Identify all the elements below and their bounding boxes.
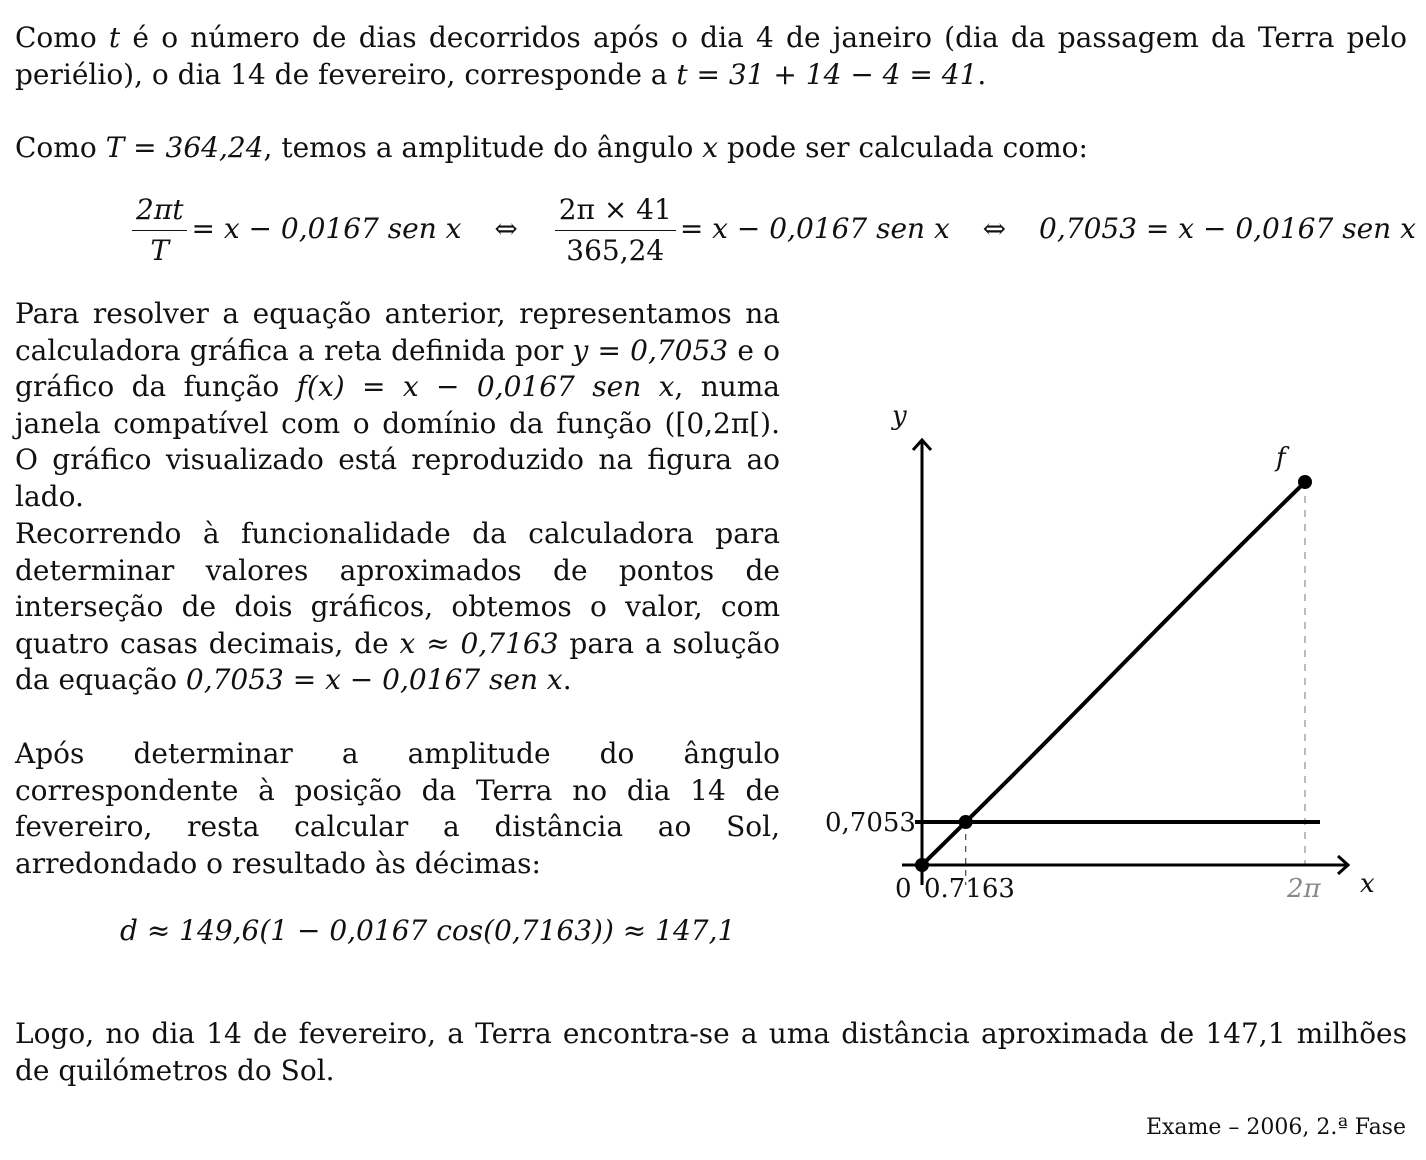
source-citation: Exame – 2006, 2.ª Fase [1145, 1115, 1406, 1140]
series-f-label: f [1276, 443, 1286, 473]
equation-solution: x ≈ 0,7163 [399, 626, 559, 660]
y-axis-label: y [892, 401, 907, 431]
data-point-1 [959, 815, 973, 829]
text: para a solução da equação [15, 626, 780, 696]
var-t: t [108, 21, 121, 54]
fraction-numerator: 2π × 41 [555, 190, 676, 231]
equation-t: t = 31 + 14 − 4 = 41 [676, 57, 978, 91]
equation-rhs: = x − 0,0167 sen x [191, 212, 462, 245]
x-tick-label-solution: 0.7163 [924, 874, 1015, 904]
var-x: x [702, 131, 719, 164]
fraction-denominator: T [150, 234, 170, 267]
paragraph-graphing-method [15, 296, 780, 515]
display-equation [128, 190, 1416, 271]
text: . [977, 57, 987, 91]
equation-distance: d ≈ 149,6(1 − 0,0167 cos(0,7163)) ≈ 147,1 [120, 914, 736, 947]
function-graph [820, 400, 1380, 910]
equation-target: 0,7053 = x − 0,0167 sen x [185, 663, 563, 696]
text: Como [15, 131, 106, 164]
iff-symbol: ⇔ [494, 212, 518, 245]
paragraph-day-count [15, 20, 1407, 93]
paragraph-conclusion: Logo, no dia 14 de fevereiro, a Terra encontra-se a uma distância aproximada de 147,1 milhões de quilómetros do Sol. [15, 1017, 1407, 1087]
text: , temos a amplitude do ângulo [263, 131, 703, 164]
data-point-2 [1298, 475, 1312, 489]
equation-line: y = 0,7053 [572, 333, 729, 367]
fraction-denominator: 365,24 [566, 234, 665, 267]
y-tick-label: 0,7053 [825, 808, 916, 839]
fraction-2pi41-over-365 [555, 190, 676, 271]
text: . [562, 663, 572, 696]
series-f-curve [922, 482, 1305, 865]
equation-rhs: = x − 0,0167 sen x [679, 212, 950, 245]
iff-symbol: ⇔ [982, 212, 1007, 245]
paragraph-distance-intro: Após determinar a amplitude do ângulo correspondente à posição da Terra no dia 14 de fevereiro, resta calcular a distância ao Sol, arredondado o resultado às décimas: [15, 737, 780, 880]
x-axis-label: x [1360, 869, 1375, 899]
text: Como [15, 21, 109, 54]
data-point-0 [915, 858, 929, 872]
text: é o número de dias decorridos após o dia 4 de janeiro (dia da passagem da Terra pelo periélio), o dia 14 de fevereiro, corresponde a [15, 21, 1407, 91]
text: pode ser calculada como: [718, 131, 1088, 164]
fraction-2pit-over-T [132, 190, 187, 271]
x-tick-label-origin: 0 [895, 874, 912, 904]
paragraph-intersection [15, 516, 780, 699]
equation-T: T = 364,24 [105, 131, 264, 164]
text: Para resolver a equação anterior, representamos na calculadora gráfica a reta definida por [15, 297, 780, 367]
equation-result: 0,7053 = x − 0,0167 sen x [1039, 212, 1416, 245]
x-tick-label-2pi: 2π [1287, 874, 1321, 904]
text: , numa janela compatível com o domínio da função ([0,2π[). O gráfico visualizado está reproduzido na figura ao lado. [15, 370, 780, 513]
text: e o gráfico da função [15, 333, 780, 403]
paragraph-period [15, 130, 1407, 167]
text: Recorrendo à funcionalidade da calculadora para determinar valores aproximados de pontos de interseção de dois gráficos, obtemos o valor, com quatro casas decimais, de [15, 517, 780, 660]
fraction-numerator: 2πt [132, 190, 187, 231]
equation-function: f(x) = x − 0,0167 sen x [296, 370, 675, 403]
